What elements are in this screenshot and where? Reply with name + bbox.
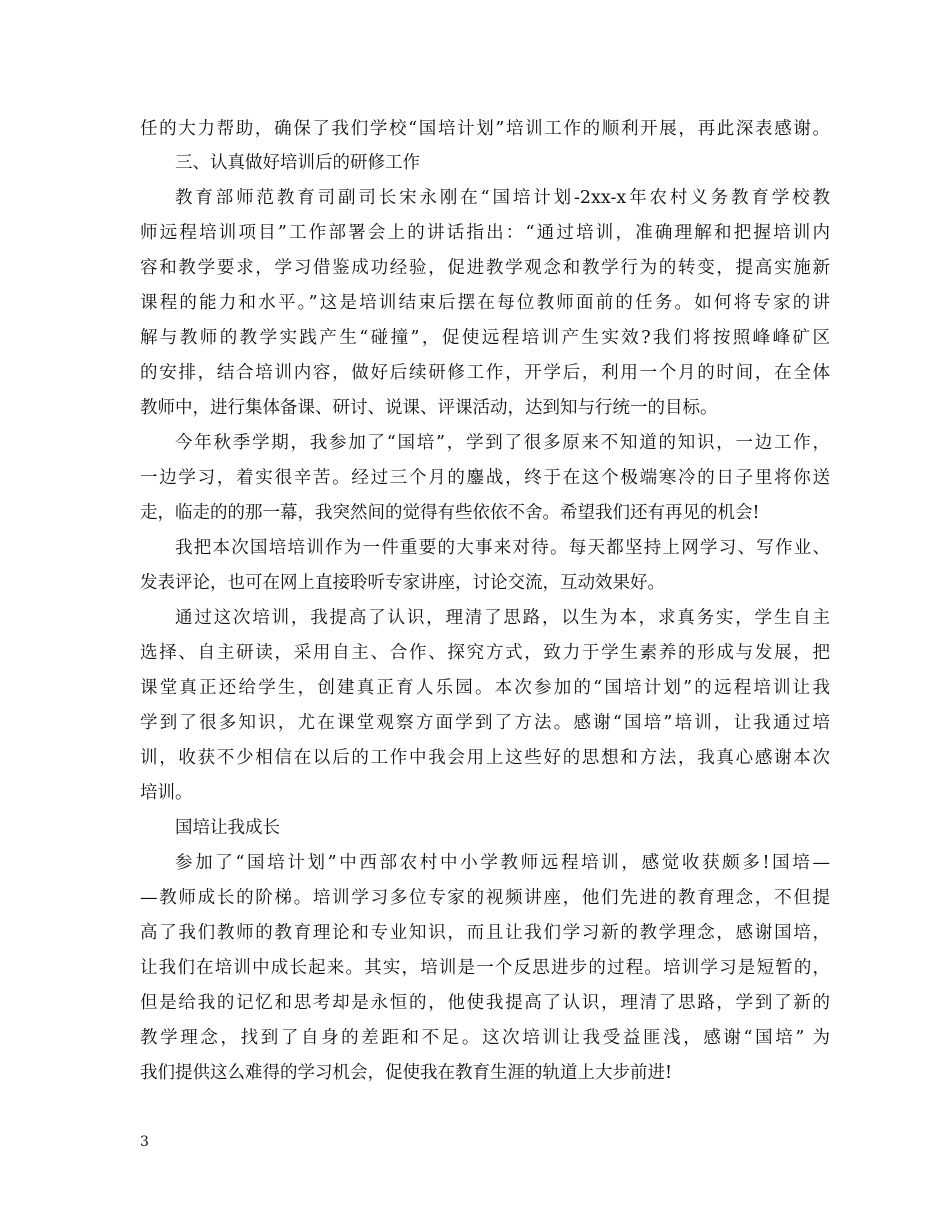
section-heading: 三、认真做好培训后的研修工作	[175, 153, 420, 173]
text-line: 我把本次国培培训作为一件重要的大事来对待。每天都坚持上网学习、写作业、	[175, 538, 830, 558]
text-line: 教师中，进行集体备课、研讨、说课、评课活动，达到知与行统一的目标。	[140, 398, 718, 418]
text-line: 今年秋季学期，我参加了“国培”，学到了很多原来不知道的知识，一边工作，	[175, 433, 830, 453]
text-line: 培训。	[140, 783, 193, 803]
section-heading: 国培让我成长	[175, 818, 280, 838]
text-line: 走，临走的的那一幕，我突然间的觉得有些依依不舍。希望我们还有再见的机会!	[140, 503, 760, 523]
text-line: 课堂真正还给学生，创建真正育人乐园。本次参加的“国培计划”的远程培训让我	[140, 678, 830, 698]
text-line: 一边学习，着实很辛苦。经过三个月的鏖战，终于在这个极端寒冷的日子里将你送	[140, 468, 830, 488]
text-line: 发表评论，也可在网上直接聆听专家讲座，讨论交流，互动效果好。	[140, 573, 665, 593]
text-line: 解与教师的教学实践产生“碰撞”，促使远程培训产生实效?我们将按照峰峰矿区	[140, 328, 830, 348]
text-line: 让我们在培训中成长起来。其实，培训是一个反思进步的过程。培训学习是短暂的，	[140, 958, 830, 978]
text-line: 我们提供这么难得的学习机会，促使我在教育生涯的轨道上大步前进!	[140, 1063, 673, 1083]
page-number: 3	[140, 1134, 149, 1150]
text-line: 学到了很多知识，尤在课堂观察方面学到了方法。感谢“国培”培训，让我通过培	[140, 713, 830, 733]
text-line: 但是给我的记忆和思考却是永恒的，他使我提高了认识，理清了思路，学到了新的	[140, 993, 830, 1013]
text-line: 课程的能力和水平。”这是培训结束后摆在每位教师面前的任务。如何将专家的讲	[140, 293, 830, 313]
text-line: 师远程培训项目”工作部署会上的讲话指出：“通过培训，准确理解和把握培训内	[140, 223, 830, 243]
text-line: 的安排，结合培训内容，做好后续研修工作，开学后，利用一个月的时间，在全体	[140, 363, 830, 383]
text-line: —教师成长的阶梯。培训学习多位专家的视频讲座，他们先进的教育理念，不但提	[140, 888, 830, 908]
text-line: 教学理念，找到了自身的差距和不足。这次培训让我受益匪浅，感谢“国培” 为	[140, 1028, 830, 1048]
text-line: 训，收获不少相信在以后的工作中我会用上这些好的思想和方法，我真心感谢本次	[140, 748, 830, 768]
text-line: 容和教学要求，学习借鉴成功经验，促进教学观念和教学行为的转变，提高实施新	[140, 258, 830, 278]
text-line: 教育部师范教育司副司长宋永刚在“国培计划-2xx-x年农村义务教育学校教	[175, 188, 830, 208]
text-line: 任的大力帮助，确保了我们学校“国培计划”培训工作的顺利开展，再此深表感谢。	[140, 119, 830, 139]
text-line: 通过这次培训，我提高了认识，理清了思路，以生为本，求真务实，学生自主	[175, 608, 830, 628]
text-line: 高了我们教师的教育理论和专业知识，而且让我们学习新的教学理念，感谢国培，	[140, 923, 830, 943]
text-line: 选择、自主研读，采用自主、合作、探究方式，致力于学生素养的形成与发展，把	[140, 643, 830, 663]
text-line: 参加了“国培计划”中西部农村中小学教师远程培训，感觉收获颇多!国培—	[175, 853, 830, 873]
